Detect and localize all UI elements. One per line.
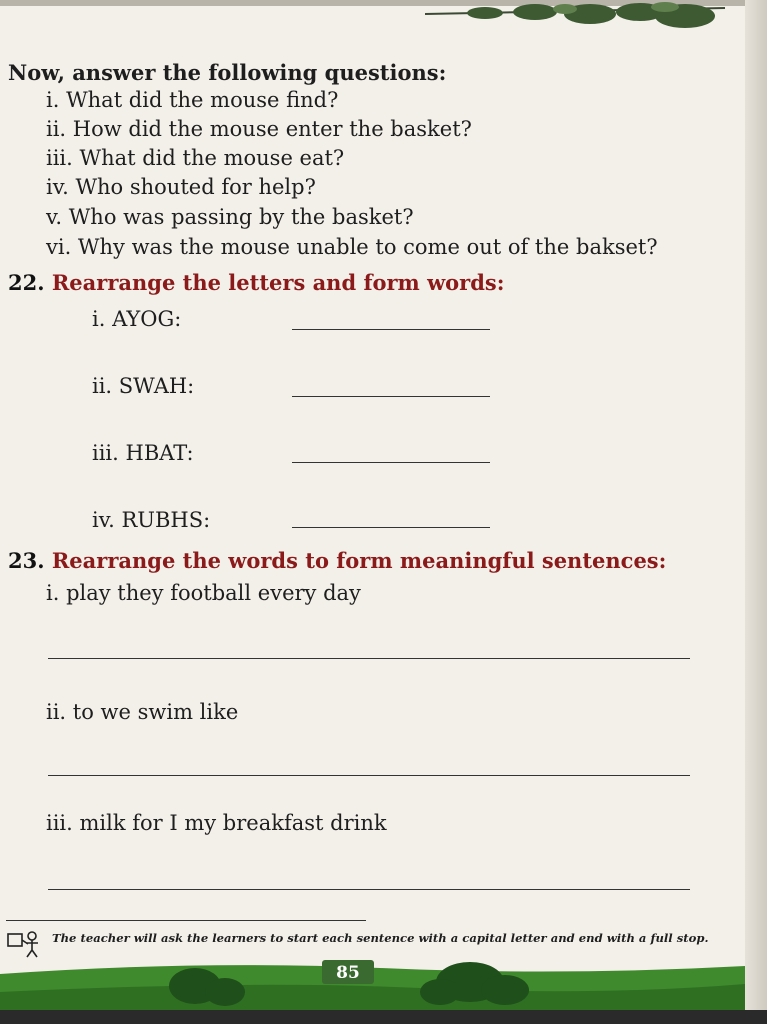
answer-blank-3[interactable] (292, 462, 490, 463)
section-23-heading (8, 548, 666, 573)
sentence-answer-line-2[interactable] (48, 775, 690, 776)
question-2: ii. How did the mouse enter the basket? (46, 117, 472, 141)
scramble-word-2: ii. SWAH: (92, 374, 195, 398)
jumbled-sentence-3: iii. milk for I my breakfast drink (46, 811, 387, 835)
section-22-title: Rearrange the letters and form words: (51, 270, 505, 295)
question-4: iv. Who shouted for help? (46, 175, 316, 199)
scramble-word-3: iii. HBAT: (92, 441, 194, 465)
question-5: v. Who was passing by the basket? (46, 205, 414, 229)
teacher-footnote: The teacher will ask the learners to start each sentence with a capital letter and end with a full stop. (52, 931, 709, 945)
grass-footer-decoration (0, 952, 767, 1024)
page-number: 85 (336, 963, 360, 983)
sentence-answer-line-3[interactable] (48, 889, 690, 890)
questions-heading: Now, answer the following questions: (8, 60, 447, 85)
scramble-word-4: iv. RUBHS: (92, 508, 211, 532)
scramble-word-1: i. AYOG: (92, 307, 182, 331)
jumbled-sentence-2: ii. to we swim like (46, 700, 239, 724)
jumbled-sentence-1: i. play they football every day (46, 581, 361, 605)
sentence-answer-line-1[interactable] (48, 658, 690, 659)
answer-blank-4[interactable] (292, 527, 490, 528)
section-23-number: 23. (8, 548, 45, 573)
footnote-rule (6, 920, 366, 921)
answer-blank-2[interactable] (292, 396, 490, 397)
tree-branch-decoration (425, 0, 735, 34)
section-23-title: Rearrange the words to form meaningful sentences: (51, 548, 667, 573)
question-3: iii. What did the mouse eat? (46, 146, 345, 170)
page-spine-shadow (745, 0, 767, 1024)
section-22-number: 22. (8, 270, 45, 295)
section-22-heading (8, 270, 505, 295)
question-1: i. What did the mouse find? (46, 88, 339, 112)
answer-blank-1[interactable] (292, 329, 490, 330)
question-6: vi. Why was the mouse unable to come out of the bakset? (46, 235, 658, 259)
